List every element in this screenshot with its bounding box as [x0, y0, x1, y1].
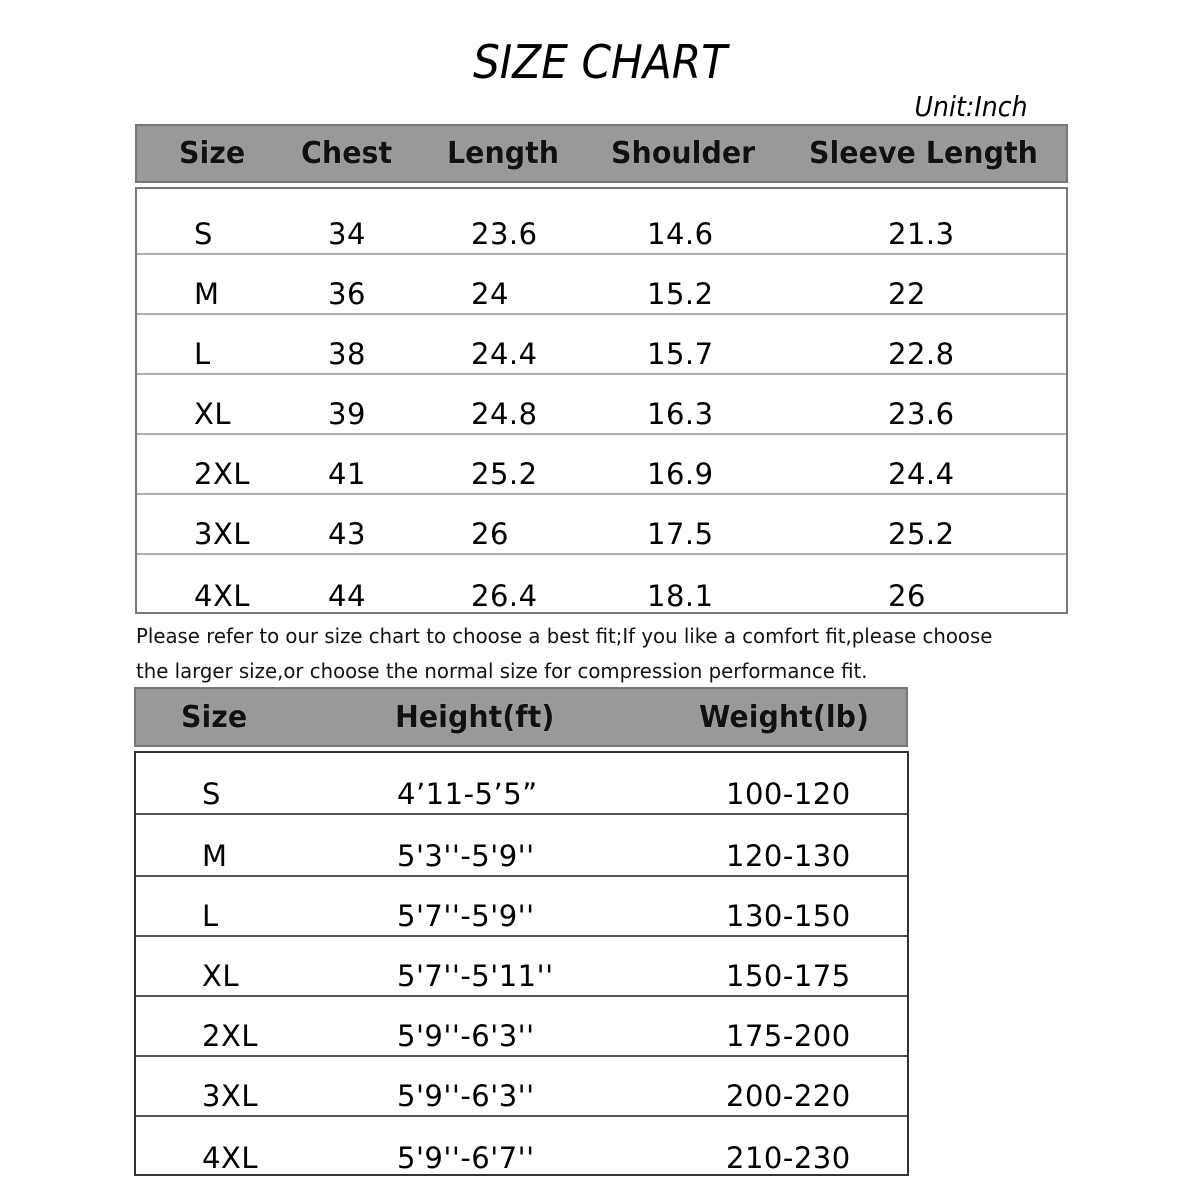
cell-weight: 130-150 [726, 899, 851, 933]
cell-chest: 39 [328, 397, 366, 431]
header-weight: Weight(lb) [699, 699, 870, 735]
cell-chest: 44 [328, 579, 366, 613]
cell-length: 24 [471, 277, 509, 311]
page-title: SIZE CHART [472, 35, 728, 89]
table-row [137, 315, 1066, 375]
measurements-table-body [135, 187, 1068, 614]
cell-length: 26 [471, 517, 509, 551]
cell-chest: 41 [328, 457, 366, 491]
cell-height: 5'7''-5'11'' [397, 959, 554, 993]
cell-length: 24.8 [471, 397, 538, 431]
table-row [136, 1057, 907, 1117]
cell-size: 3XL [202, 1079, 258, 1113]
cell-size: XL [202, 959, 240, 993]
cell-weight: 100-120 [726, 777, 851, 811]
cell-height: 5'9''-6'3'' [397, 1079, 535, 1113]
cell-size: L [202, 899, 219, 933]
cell-shoulder: 18.1 [647, 579, 714, 613]
cell-sleeve-length: 23.6 [888, 397, 955, 431]
table-row [137, 255, 1066, 315]
cell-sleeve-length: 21.3 [888, 217, 955, 251]
cell-weight: 210-230 [726, 1141, 851, 1175]
cell-shoulder: 15.7 [647, 337, 714, 371]
unit-label: Unit:Inch [914, 90, 1028, 123]
cell-height: 5'3''-5'9'' [397, 839, 535, 873]
cell-weight: 150-175 [726, 959, 851, 993]
fit-table-header [134, 687, 908, 747]
table-row [136, 755, 907, 815]
header-size: Size [181, 699, 248, 735]
cell-size: 4XL [194, 579, 250, 613]
cell-size: S [202, 777, 221, 811]
cell-size: M [194, 277, 220, 311]
cell-size: 3XL [194, 517, 250, 551]
cell-size: S [194, 217, 213, 251]
table-row [136, 1117, 907, 1177]
header-sleeve-length: Sleeve Length [809, 136, 1038, 171]
fit-table-body [134, 751, 909, 1176]
table-row [136, 937, 907, 997]
cell-length: 24.4 [471, 337, 538, 371]
table-row [136, 815, 907, 877]
cell-weight: 200-220 [726, 1079, 851, 1113]
header-height: Height(ft) [395, 699, 555, 735]
table-row [137, 555, 1066, 615]
cell-shoulder: 15.2 [647, 277, 714, 311]
cell-weight: 120-130 [726, 839, 851, 873]
cell-sleeve-length: 25.2 [888, 517, 955, 551]
fit-note-line-2: the larger size,or choose the normal size for compression performance fit. [136, 659, 868, 683]
cell-sleeve-length: 26 [888, 579, 926, 613]
cell-size: 4XL [202, 1141, 258, 1175]
table-row [137, 195, 1066, 255]
cell-shoulder: 17.5 [647, 517, 714, 551]
cell-size: M [202, 839, 228, 873]
cell-sleeve-length: 24.4 [888, 457, 955, 491]
cell-shoulder: 16.9 [647, 457, 714, 491]
cell-shoulder: 14.6 [647, 217, 714, 251]
cell-size: XL [194, 397, 232, 431]
header-length: Length [447, 136, 560, 171]
header-chest: Chest [301, 136, 393, 171]
measurements-table-header [135, 124, 1068, 183]
cell-sleeve-length: 22 [888, 277, 926, 311]
cell-height: 5'7''-5'9'' [397, 899, 535, 933]
cell-size: 2XL [194, 457, 250, 491]
cell-shoulder: 16.3 [647, 397, 714, 431]
cell-size: 2XL [202, 1019, 258, 1053]
cell-length: 26.4 [471, 579, 538, 613]
cell-length: 23.6 [471, 217, 538, 251]
cell-chest: 34 [328, 217, 366, 251]
cell-length: 25.2 [471, 457, 538, 491]
cell-height: 5'9''-6'7'' [397, 1141, 535, 1175]
table-row [137, 435, 1066, 495]
cell-chest: 43 [328, 517, 366, 551]
cell-size: L [194, 337, 211, 371]
cell-height: 5'9''-6'3'' [397, 1019, 535, 1053]
cell-weight: 175-200 [726, 1019, 851, 1053]
fit-note-line-1: Please refer to our size chart to choose a best fit;If you like a comfort fit,please choose [136, 624, 993, 648]
table-row [136, 877, 907, 937]
table-row [136, 997, 907, 1057]
table-row [137, 495, 1066, 555]
header-size: Size [179, 136, 246, 171]
cell-height: 4’11-5’5” [397, 777, 538, 811]
header-shoulder: Shoulder [611, 136, 756, 171]
cell-sleeve-length: 22.8 [888, 337, 955, 371]
cell-chest: 36 [328, 277, 366, 311]
table-row [137, 375, 1066, 435]
cell-chest: 38 [328, 337, 366, 371]
